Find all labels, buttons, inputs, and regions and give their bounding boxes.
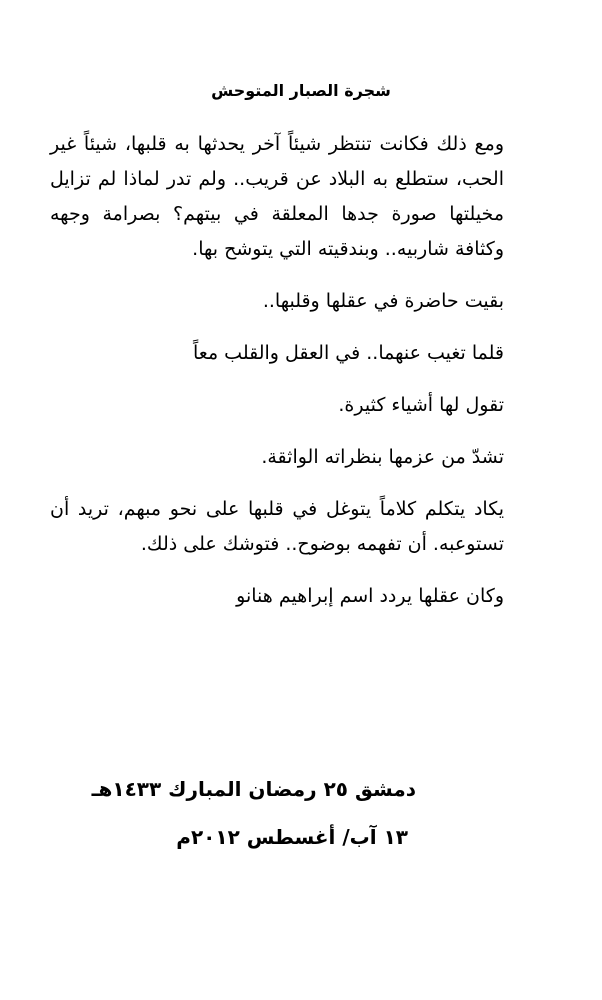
signature-date-gregorian: ١٣ آب/ أغسطس ٢٠١٢م	[176, 825, 408, 849]
paragraph-6: يكاد يتكلم كلاماً يتوغل في قلبها على نحو مبهم، تريد أن تستوعبه. أن تفهمه بوضوح.. فتوشك على ذلك.	[50, 498, 504, 555]
signature-place-date-hijri: دمشق ٢٥ رمضان المبارك ١٤٣٣هـ	[91, 777, 416, 801]
page-title: شجرة الصبار المتوحش	[211, 81, 391, 100]
paragraph-1: ومع ذلك فكانت تنتظر شيئاً آخر يحدثها به قلبها، شيئاً غير الحب، ستطلع به البلاد عن قريب.. ولم تدر لماذا لم تزايل مخيلتها صورة جدها المعلقة في بيتهم؟ بصرامة وجهه وكثافة شاربيه.. وبندقيته التي يتوشح بها.	[50, 133, 504, 260]
body-text	[50, 127, 504, 631]
paragraph-2: بقيت حاضرة في عقلها وقلبها..	[262, 290, 504, 312]
paragraph-4: تقول لها أشياء كثيرة.	[338, 394, 504, 416]
paragraph-7: وكان عقلها يردد اسم إبراهيم هنانو	[236, 585, 504, 607]
signature-block	[50, 771, 416, 855]
paragraph-5: تشدّ من عزمها بنظراته الواثقة.	[261, 446, 504, 468]
paragraph-3: قلما تغيب عنهما.. في العقل والقلب معاً	[193, 342, 504, 364]
